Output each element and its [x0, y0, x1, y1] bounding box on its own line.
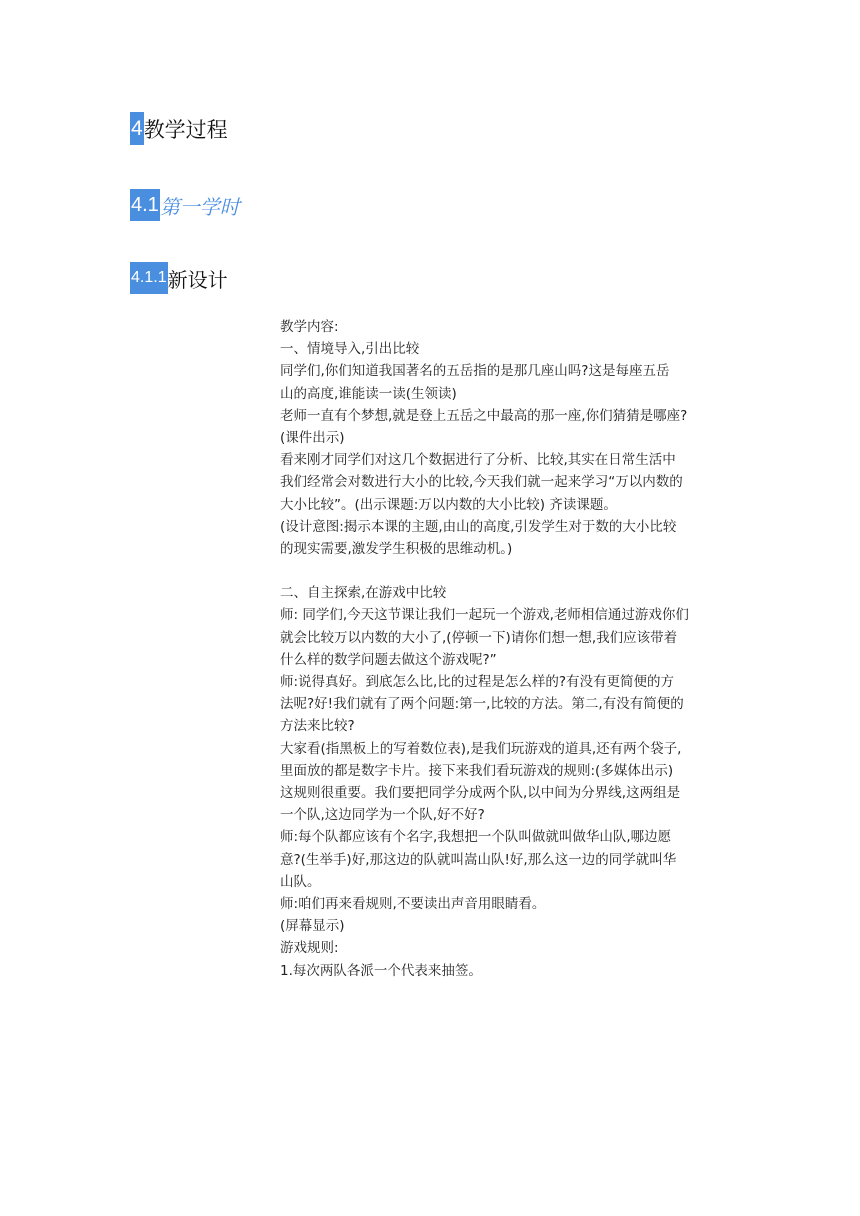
heading-title: 新设计	[167, 267, 228, 292]
text-line: 师:每个队都应该有个名字,我想把一个队叫做就叫做华山队,哪边愿	[280, 829, 672, 846]
text-line: 山队。	[280, 873, 321, 890]
text-line: 意?(生举手)好,那这边的队就叫嵩山队!好,那么这一边的同学就叫华	[280, 851, 677, 868]
text-line: 法呢?好!我们就有了两个问题:第一,比较的方法。第二,有没有简便的	[280, 696, 684, 713]
text-line: 大小比较”。(出示课题:万以内数的大小比较) 齐读课题。	[280, 496, 617, 513]
lesson-content	[280, 316, 750, 982]
text-line: 师: 同学们,今天这节课让我们一起玩一个游戏,老师相信通过游戏你们	[280, 607, 689, 624]
text-line: 一个队,这边同学为一个队,好不好?	[280, 807, 485, 824]
text-line: 教学内容:	[280, 319, 339, 335]
text-line: 山的高度,谁能读一读(生领读)	[280, 385, 457, 402]
section-heading-4	[130, 112, 228, 145]
text-line: 老师一直有个梦想,就是登上五岳之中最高的那一座,你们猜猜是哪座?	[280, 407, 688, 424]
text-line: 同学们,你们知道我国著名的五岳指的是那几座山吗?这是每座五岳	[280, 363, 670, 380]
paragraph-gap	[280, 560, 750, 582]
text-line: 的现实需要,激发学生积极的思维动机。)	[280, 541, 513, 558]
text-line: (设计意图:揭示本课的主题,由山的高度,引发学生对于数的大小比较	[280, 518, 677, 535]
text-line: 师:咱们再来看规则,不要读出声音用眼睛看。	[280, 896, 546, 913]
content-part-b	[280, 582, 750, 982]
heading-number: 4	[130, 112, 144, 145]
text-line: 里面放的都是数字卡片。接下来我们看玩游戏的规则:(多媒体出示)	[280, 762, 674, 779]
heading-title: 教学过程	[143, 117, 228, 142]
text-line: (课件出示)	[280, 430, 345, 447]
text-line: 就会比较万以内数的大小了,(停顿一下)请你们想一想,我们应该带着	[280, 629, 678, 646]
text-line: 我们经常会对数进行大小的比较,今天我们就一起来学习“万以内数的	[280, 474, 683, 491]
text-line: 这规则很重要。我们要把同学分成两个队,以中间为分界线,这两组是	[280, 785, 681, 802]
text-line: (屏幕显示)	[280, 918, 345, 935]
text-line: 大家看(指黑板上的写着数位表),是我们玩游戏的道具,还有两个袋子,	[280, 740, 682, 757]
text-line: 方法来比较?	[280, 718, 355, 735]
heading-number: 4.1	[130, 189, 160, 221]
text-line: 游戏规则:	[280, 940, 339, 957]
text-line: 1.每次两队各派一个代表来抽签。	[280, 962, 482, 979]
heading-number: 4.1.1	[130, 262, 168, 294]
heading-title: 第一学时	[159, 194, 240, 219]
text-line: 师:说得真好。到底怎么比,比的过程是怎么样的?有没有更简便的方	[280, 674, 675, 691]
content-part-a	[280, 316, 750, 560]
text-line: 什么样的数学问题去做这个游戏呢?”	[280, 651, 497, 668]
section-heading-4-1	[130, 189, 240, 221]
text-line: 二、自主探索,在游戏中比较	[280, 585, 447, 602]
text-line: 一、情境导入,引出比较	[280, 341, 420, 358]
section-heading-4-1-1	[130, 262, 228, 294]
text-line: 看来刚才同学们对这几个数据进行了分析、比较,其实在日常生活中	[280, 452, 676, 469]
